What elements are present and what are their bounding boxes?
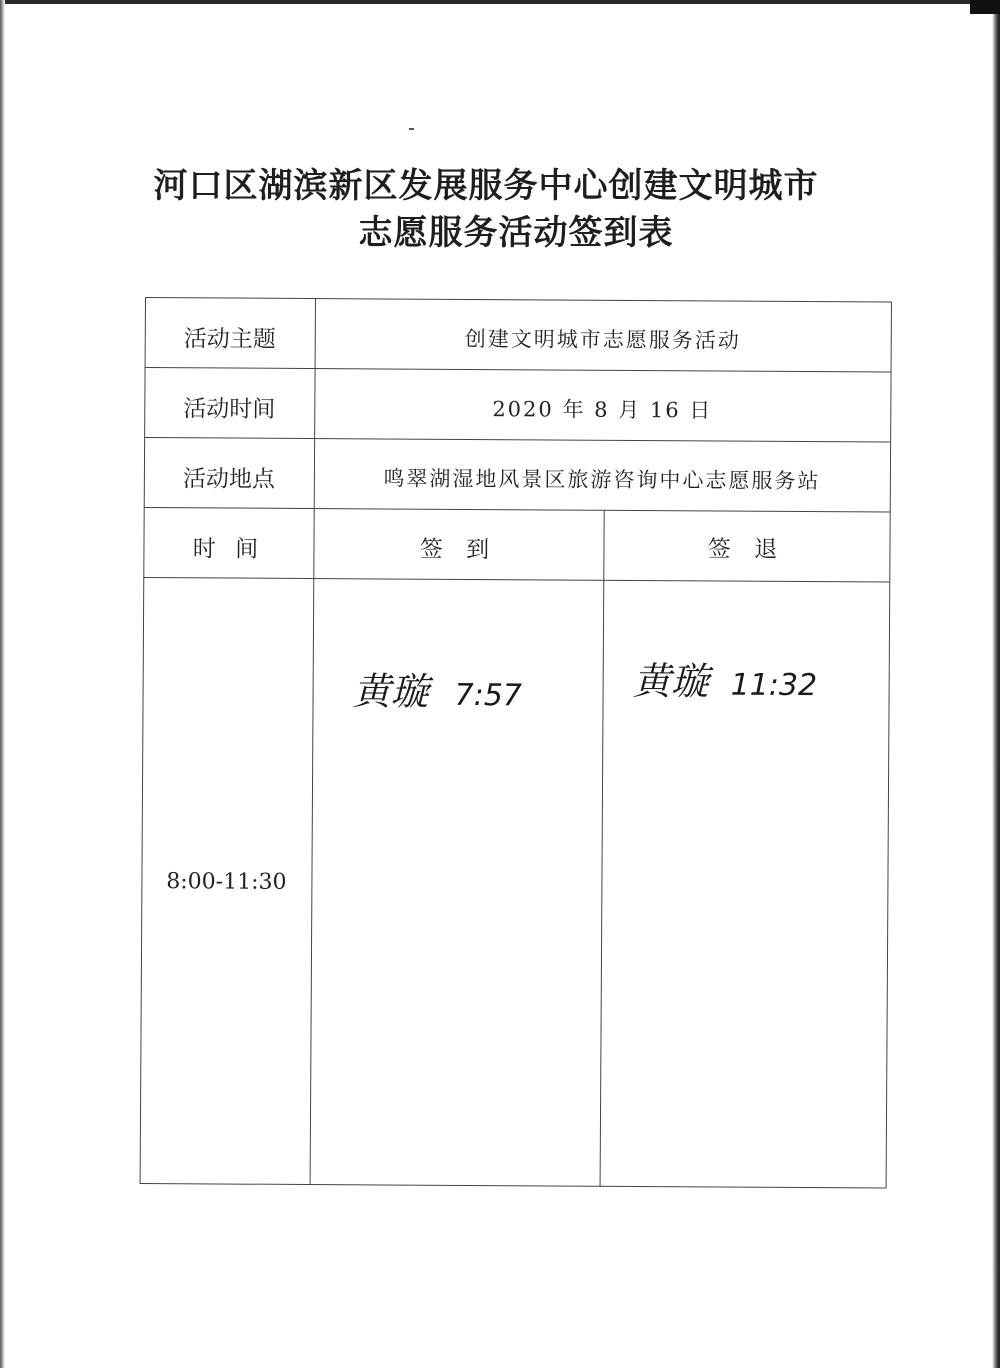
location-label: 活动地点 — [182, 466, 275, 493]
table-rule — [144, 507, 890, 513]
document-title-line-2: 志愿服务活动签到表 — [358, 213, 674, 253]
table-border-right — [886, 302, 892, 1189]
time-column-header: 时 间 — [192, 536, 265, 563]
sign-out-name: 黄璇 — [632, 658, 709, 704]
sign-in-time: 7:57 — [454, 677, 523, 714]
date-value: 2020 年 8 月 16 日 — [492, 397, 713, 423]
scan-border-top — [0, 0, 1000, 4]
table-border-top — [145, 297, 891, 303]
table-rule — [144, 437, 890, 443]
table-rule — [310, 298, 316, 1185]
topic-value: 创建文明城市志愿服务活动 — [464, 326, 741, 353]
time-range: 8:00-11:30 — [166, 869, 287, 895]
table-border-bottom — [140, 1183, 886, 1189]
sign-out-column-header: 签 退 — [707, 536, 786, 563]
table-border-left — [140, 297, 146, 1184]
location-value: 鸣翠湖湿地风景区旅游咨询中心志愿服务站 — [383, 466, 821, 494]
document-title-line-1: 河口区湖滨新区发展服务中心创建文明城市 — [153, 166, 819, 206]
sign-in-table — [140, 297, 898, 1192]
sign-in-signature — [352, 660, 522, 716]
sign-in-column-header: 签 到 — [419, 536, 498, 564]
table-rule — [145, 367, 891, 373]
scan-speck — [409, 128, 414, 130]
table-rule — [600, 510, 605, 1187]
sign-in-name: 黄璇 — [352, 669, 429, 714]
date-label: 活动时间 — [183, 396, 276, 423]
topic-label: 活动主题 — [183, 326, 276, 353]
sign-out-signature — [633, 650, 818, 706]
table-rule — [143, 577, 889, 583]
sign-out-time: 11:32 — [730, 667, 818, 704]
scan-corner — [970, 0, 1000, 14]
